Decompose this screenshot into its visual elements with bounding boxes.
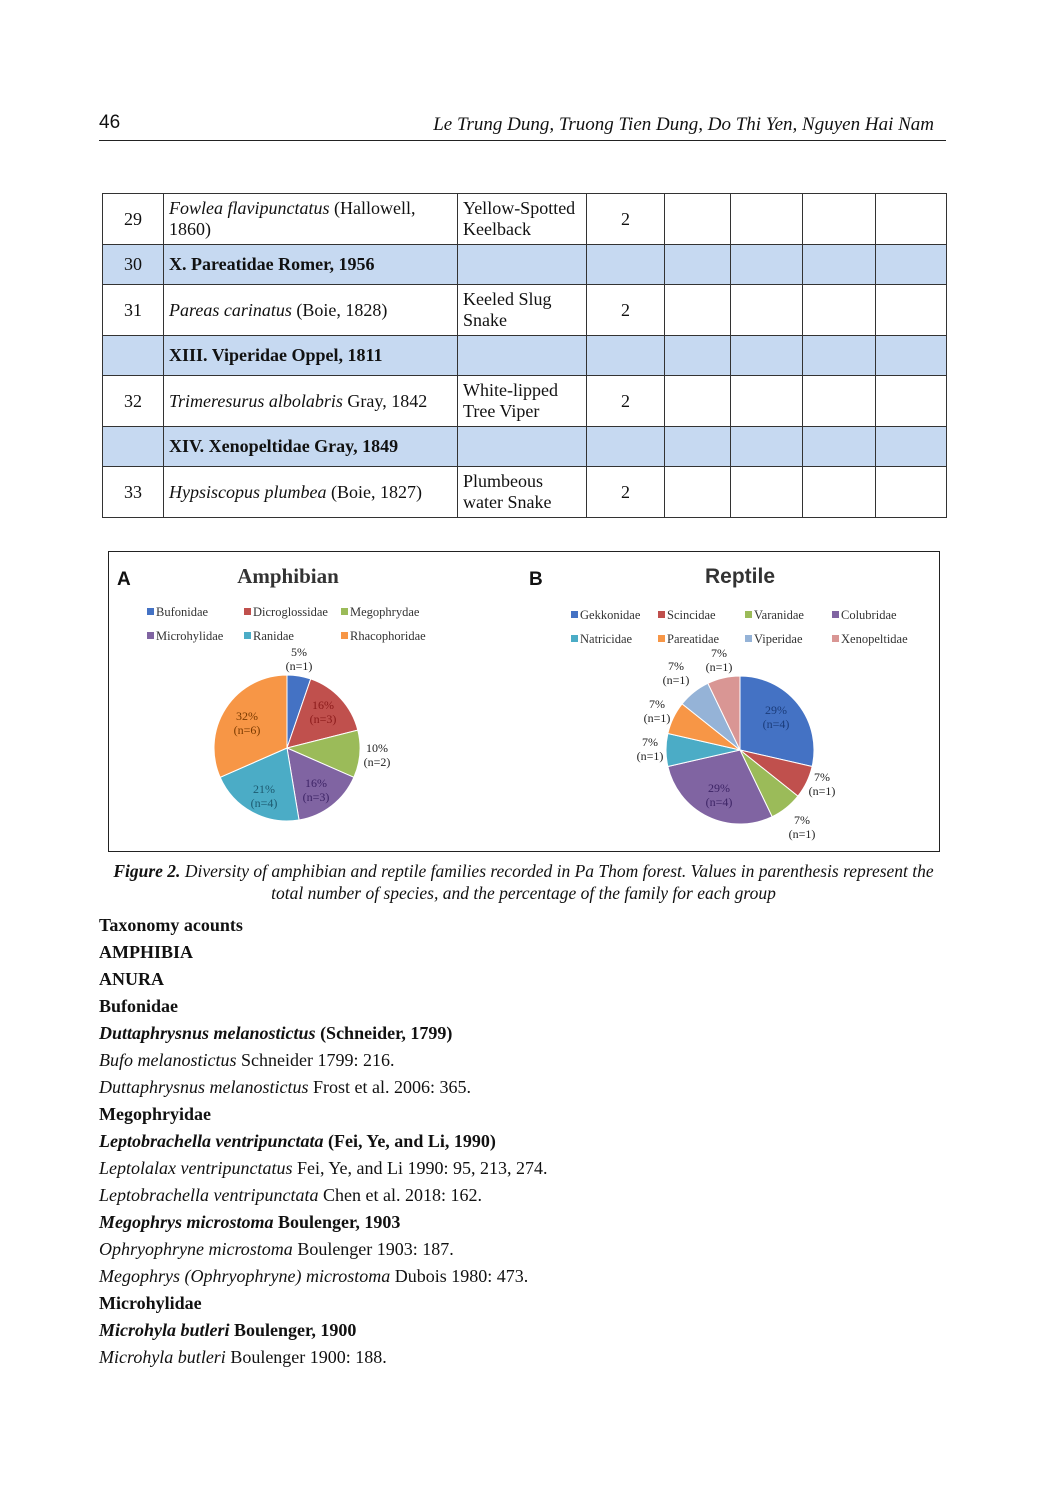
- data-label: 29% (n=4): [705, 781, 733, 809]
- authority: Gray, 1842: [342, 390, 428, 411]
- synonym-citation: Boulenger 1903: 187.: [292, 1239, 454, 1259]
- data-label: 7% (n=1): [788, 813, 816, 841]
- empty-cell: [876, 194, 947, 245]
- scientific-name-cell: [164, 285, 458, 336]
- legend-label: Pareatidae: [667, 632, 720, 646]
- panel-label: B: [529, 569, 543, 590]
- heading-text: ANURA: [99, 969, 164, 989]
- chart-title: Reptile: [704, 565, 776, 588]
- row-number: 32: [103, 376, 164, 427]
- heading-text: AMPHIBIA: [99, 942, 193, 962]
- legend-label: Xenopeltidae: [841, 632, 908, 646]
- empty-cell: [876, 336, 947, 376]
- empty-cell: [876, 285, 947, 336]
- scientific-name: Fowlea flavipunctatus: [169, 198, 330, 218]
- legend-label: Megophrydae: [350, 605, 420, 619]
- scientific-name: Trimeresurus albolabris: [169, 390, 343, 411]
- account-line: [99, 1182, 946, 1209]
- account-line: [99, 1344, 946, 1371]
- legend-swatch: [832, 611, 839, 618]
- empty-cell: [876, 245, 947, 285]
- empty-cell: [803, 285, 876, 336]
- empty-cell: [731, 427, 803, 467]
- data-label: 7% (n=1): [808, 770, 836, 798]
- taxon-name: Megophrys microstoma: [99, 1212, 274, 1232]
- empty-cell: [458, 336, 587, 376]
- synonym-citation: Dubois 1980: 473.: [390, 1266, 529, 1286]
- account-line: [99, 966, 946, 993]
- empty-cell: [665, 285, 731, 336]
- authority: (Boie, 1827): [326, 481, 422, 502]
- taxon-name: Microhyla butleri: [99, 1320, 230, 1340]
- legend-swatch: [745, 611, 752, 618]
- species-row: [103, 376, 947, 427]
- account-line: [99, 1047, 946, 1074]
- legend-label: Varanidae: [754, 608, 804, 622]
- page-number: 46: [99, 112, 121, 133]
- legend-label: Rhacophoridae: [350, 629, 426, 643]
- taxon-authority: (Fei, Ye, and Li, 1990): [323, 1131, 496, 1151]
- caption-label: Figure 2.: [113, 861, 181, 881]
- empty-cell: [665, 467, 731, 518]
- figure-caption: [100, 860, 947, 904]
- record-count: 2: [587, 285, 665, 336]
- row-number: 30: [103, 245, 164, 285]
- synonym-citation: Chen et al. 2018: 162.: [318, 1185, 482, 1205]
- authority: (Boie, 1828): [291, 299, 388, 320]
- legend-swatch: [658, 635, 665, 642]
- page-header: [99, 112, 946, 141]
- taxon-authority: Boulenger, 1903: [273, 1212, 401, 1232]
- figure-2: [108, 551, 940, 852]
- taxon-name: Duttaphrysnus melanostictus: [99, 1023, 316, 1043]
- empty-cell: [731, 194, 803, 245]
- data-label: 32% (n=6): [233, 709, 261, 737]
- data-label: 10% (n=2): [363, 741, 391, 769]
- row-number: [103, 427, 164, 467]
- data-label: 5% (n=1): [285, 645, 313, 673]
- synonym-name: Bufo melanostictus: [99, 1050, 237, 1070]
- synonym-citation: Fei, Ye, and Li 1990: 95, 213, 274.: [292, 1158, 548, 1178]
- common-name: White-lipped Tree Viper: [458, 376, 587, 427]
- taxon-name: Leptobrachella ventripunctata: [99, 1131, 324, 1151]
- data-label: 16% (n=3): [309, 698, 337, 726]
- legend-swatch: [571, 635, 578, 642]
- scientific-name-cell: [164, 376, 458, 427]
- row-number: 31: [103, 285, 164, 336]
- scientific-name-cell: [164, 467, 458, 518]
- account-line: [99, 1101, 946, 1128]
- species-table: [102, 193, 947, 518]
- account-line: [99, 1128, 946, 1155]
- synonym-name: Megophrys (Ophryophryne) microstoma: [99, 1266, 391, 1286]
- synonym-name: Microhyla butleri: [99, 1347, 226, 1367]
- heading-text: Megophryidae: [99, 1104, 211, 1124]
- empty-cell: [731, 285, 803, 336]
- account-line: [99, 1263, 946, 1290]
- legend-label: Bufonidae: [156, 605, 209, 619]
- record-count: 2: [587, 194, 665, 245]
- legend-swatch: [832, 635, 839, 642]
- data-label: 16% (n=3): [302, 776, 330, 804]
- data-label: 7% (n=1): [643, 697, 671, 725]
- account-line: [99, 1317, 946, 1344]
- common-name: Yellow-Spotted Keelback: [458, 194, 587, 245]
- empty-cell: [665, 194, 731, 245]
- species-row: [103, 467, 947, 518]
- account-line: [99, 1290, 946, 1317]
- empty-cell: [731, 336, 803, 376]
- caption-text: Diversity of amphibian and reptile families recorded in Pa Thom forest. Values in parenthesis represent the total number of species, and the percentage of the family for each group: [180, 861, 934, 903]
- synonym-name: Leptolalax ventripunctatus: [99, 1158, 293, 1178]
- legend-label: Ranidae: [253, 629, 294, 643]
- legend-label: Microhylidae: [156, 629, 224, 643]
- data-label: 7% (n=1): [636, 735, 664, 763]
- legend-swatch: [658, 611, 665, 618]
- legend-label: Scincidae: [667, 608, 716, 622]
- legend-swatch: [571, 611, 578, 618]
- empty-cell: [803, 376, 876, 427]
- legend-swatch: [244, 632, 251, 639]
- data-label: 21% (n=4): [250, 782, 278, 810]
- data-label: 7% (n=1): [662, 659, 690, 687]
- row-number: [103, 336, 164, 376]
- account-line: [99, 1074, 946, 1101]
- record-count: 2: [587, 376, 665, 427]
- account-line: [99, 993, 946, 1020]
- record-count: 2: [587, 467, 665, 518]
- chart-title: Amphibian: [237, 564, 339, 588]
- synonym-citation: Frost et al. 2006: 365.: [308, 1077, 471, 1097]
- empty-cell: [458, 245, 587, 285]
- family-row: [103, 336, 947, 376]
- family-row: [103, 427, 947, 467]
- empty-cell: [803, 336, 876, 376]
- legend-swatch: [147, 632, 154, 639]
- synonym-name: Leptobrachella ventripunctata: [99, 1185, 319, 1205]
- empty-cell: [665, 376, 731, 427]
- empty-cell: [731, 467, 803, 518]
- empty-cell: [876, 467, 947, 518]
- scientific-name: Hypsiscopus plumbea: [169, 481, 327, 502]
- scientific-name-cell: [164, 194, 458, 245]
- running-head-authors: Le Trung Dung, Truong Tien Dung, Do Thi Yen, Nguyen Hai Nam: [433, 114, 934, 135]
- taxonomy-accounts: [99, 912, 946, 1371]
- heading-text: Taxonomy acounts: [99, 915, 243, 935]
- panel-label: A: [117, 569, 131, 590]
- authority: (Hallowell, 1860): [169, 198, 416, 239]
- row-number: 33: [103, 467, 164, 518]
- family-row: [103, 245, 947, 285]
- scientific-name: Pareas carinatus: [169, 299, 292, 320]
- species-row: [103, 194, 947, 245]
- legend-label: Colubridae: [841, 608, 897, 622]
- legend-swatch: [244, 608, 251, 615]
- common-name: Keeled Slug Snake: [458, 285, 587, 336]
- legend-swatch: [147, 608, 154, 615]
- heading-text: Bufonidae: [99, 996, 179, 1016]
- legend-label: Viperidae: [754, 632, 803, 646]
- empty-cell: [803, 245, 876, 285]
- account-line: [99, 939, 946, 966]
- empty-cell: [803, 467, 876, 518]
- empty-cell: [665, 427, 731, 467]
- empty-cell: [803, 194, 876, 245]
- synonym-name: Ophryophryne microstoma: [99, 1239, 293, 1259]
- family-name: XIII. Viperidae Oppel, 1811: [164, 336, 458, 376]
- empty-cell: [876, 427, 947, 467]
- empty-cell: [731, 376, 803, 427]
- empty-cell: [803, 427, 876, 467]
- empty-cell: [665, 245, 731, 285]
- row-number: 29: [103, 194, 164, 245]
- account-line: [99, 1020, 946, 1047]
- empty-cell: [665, 336, 731, 376]
- legend-swatch: [341, 608, 348, 615]
- data-label: 29% (n=4): [762, 703, 790, 731]
- empty-cell: [458, 427, 587, 467]
- legend-label: Dicroglossidae: [253, 605, 328, 619]
- taxon-authority: (Schneider, 1799): [315, 1023, 453, 1043]
- pie-charts: [109, 552, 939, 851]
- empty-cell: [587, 336, 665, 376]
- synonym-citation: Schneider 1799: 216.: [236, 1050, 395, 1070]
- data-label: 7% (n=1): [705, 646, 733, 674]
- legend-label: Gekkonidae: [580, 608, 641, 622]
- heading-text: Microhylidae: [99, 1293, 202, 1313]
- empty-cell: [587, 427, 665, 467]
- account-line: [99, 1155, 946, 1182]
- account-line: [99, 912, 946, 939]
- empty-cell: [876, 376, 947, 427]
- account-line: [99, 1209, 946, 1236]
- empty-cell: [731, 245, 803, 285]
- legend-label: Natricidae: [580, 632, 633, 646]
- legend-swatch: [341, 632, 348, 639]
- empty-cell: [587, 245, 665, 285]
- legend-swatch: [745, 635, 752, 642]
- taxon-authority: Boulenger, 1900: [229, 1320, 357, 1340]
- family-name: XIV. Xenopeltidae Gray, 1849: [164, 427, 458, 467]
- synonym-name: Duttaphrysnus melanostictus: [99, 1077, 309, 1097]
- species-row: [103, 285, 947, 336]
- account-line: [99, 1236, 946, 1263]
- common-name: Plumbeous water Snake: [458, 467, 587, 518]
- family-name: X. Pareatidae Romer, 1956: [164, 245, 458, 285]
- synonym-citation: Boulenger 1900: 188.: [225, 1347, 387, 1367]
